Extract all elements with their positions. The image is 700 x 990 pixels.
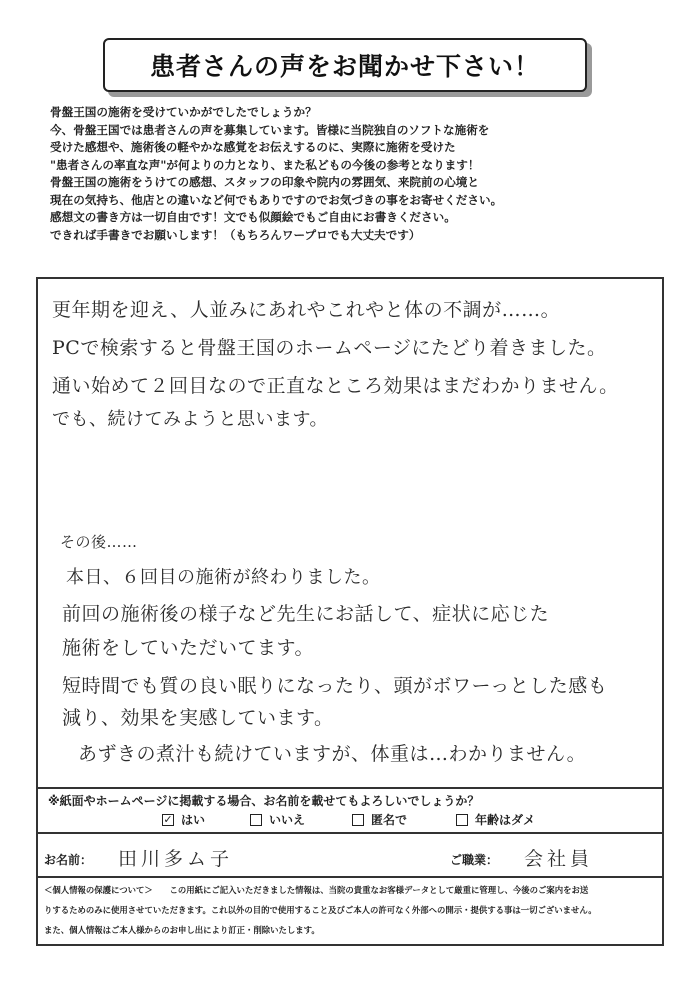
handwritten-line: 減り、効果を実感しています。 [62, 707, 334, 729]
title-box [103, 38, 587, 92]
intro-line: 骨盤王国の施術をうけての感想、スタッフの印象や院内の雰囲気、来院前の心境と [50, 175, 479, 189]
consent-option-yes[interactable] [162, 811, 205, 828]
intro-line: できれば手書きでお願いします！（もちろんワープロでも大丈夫です） [50, 227, 421, 242]
handwritten-line: 本日、６回目の施術が終わりました。 [66, 567, 381, 588]
checkbox[interactable]: ✓ [163, 812, 173, 826]
option-label: はい [181, 813, 206, 827]
handwritten-line: 前回の施術後の様子など先生にお話して、症状に応じた [62, 603, 550, 625]
consent-option-anonymous[interactable] [352, 811, 407, 828]
intro-line: 受けた感想や、施術後の軽やかな感覚をお伝えするのに、実際に施術を受けた [50, 140, 456, 154]
handwritten-line: でも、続けてみようと思います。 [52, 409, 329, 430]
occupation-value: 会社員 [524, 848, 594, 870]
divider [38, 832, 662, 834]
privacy-line: また、個人情報はご本人様からのお申し出により訂正・削除いたします。 [44, 925, 320, 935]
option-label: 年齢はダメ [475, 813, 536, 827]
divider [38, 876, 662, 878]
consent-option-no[interactable] [250, 811, 305, 828]
handwritten-line: 更年期を迎え、人並みにあれやこれやと体の不調が……。 [52, 299, 561, 321]
page-title: 患者さんの声をお聞かせ下さい！ [149, 52, 540, 81]
name-label: お名前： [44, 853, 93, 867]
intro-text [50, 104, 670, 244]
privacy-line: りするためのみに使用させていただきます。これ以外の目的で使用すること及びご本人の許可なく外部への開示・提供する事は一切ございません。 [44, 905, 597, 915]
checkbox[interactable] [456, 814, 468, 826]
checkbox[interactable] [250, 814, 262, 826]
consent-question: ※紙面やホームページに掲載する場合、お名前を載せてもよろしいでしょうか？ [48, 794, 480, 808]
handwritten-line: 通い始めて２回目なので正直なところ効果はまだわかりません。 [52, 375, 619, 397]
consent-option-no-age[interactable] [456, 811, 535, 828]
privacy-line: ＜個人情報の保護について＞ この用紙にご記入いただきました情報は、当院の貴重なお客様データとして厳重に管理し、今後のご案内をお送 [44, 885, 589, 895]
handwritten-line: その後…… [60, 533, 138, 551]
option-label: いいえ [269, 813, 306, 827]
handwritten-line: 施術をしていただいてます。 [62, 637, 314, 659]
comment-form [36, 277, 664, 946]
divider [38, 787, 662, 789]
checkbox[interactable] [352, 814, 364, 826]
intro-line: 感想文の書き方は一切自由です！文でも似顔絵でもご自由にお書きください。 [50, 210, 456, 224]
intro-line: 現在の気持ち、他店との違いなど何でもありですのでお気づきの事をお寄せください。 [50, 192, 503, 207]
intro-line: 今、骨盤王国では患者さんの声を募集しています。皆様に当院独自のソフトな施術を [50, 122, 490, 137]
intro-line: "患者さんの率直な声"が何よりの力となり、また私どもの今後の参考となります！ [50, 157, 480, 172]
handwritten-line: あずきの煮汁も続けていますが、体重は…わかりません。 [78, 743, 587, 765]
occupation-label: ご職業： [450, 853, 499, 867]
intro-line: 骨盤王国の施術を受けていかがでしたでしょうか？ [50, 105, 317, 119]
handwritten-line: 短時間でも質の良い眠りになったり、頭がボワーっとした感も [62, 675, 608, 697]
handwritten-line: PCで検索すると骨盤王国のホームページにたどり着きました。 [52, 337, 607, 359]
option-label: 匿名で [371, 813, 408, 827]
name-value: 田川多ム子 [118, 848, 234, 870]
